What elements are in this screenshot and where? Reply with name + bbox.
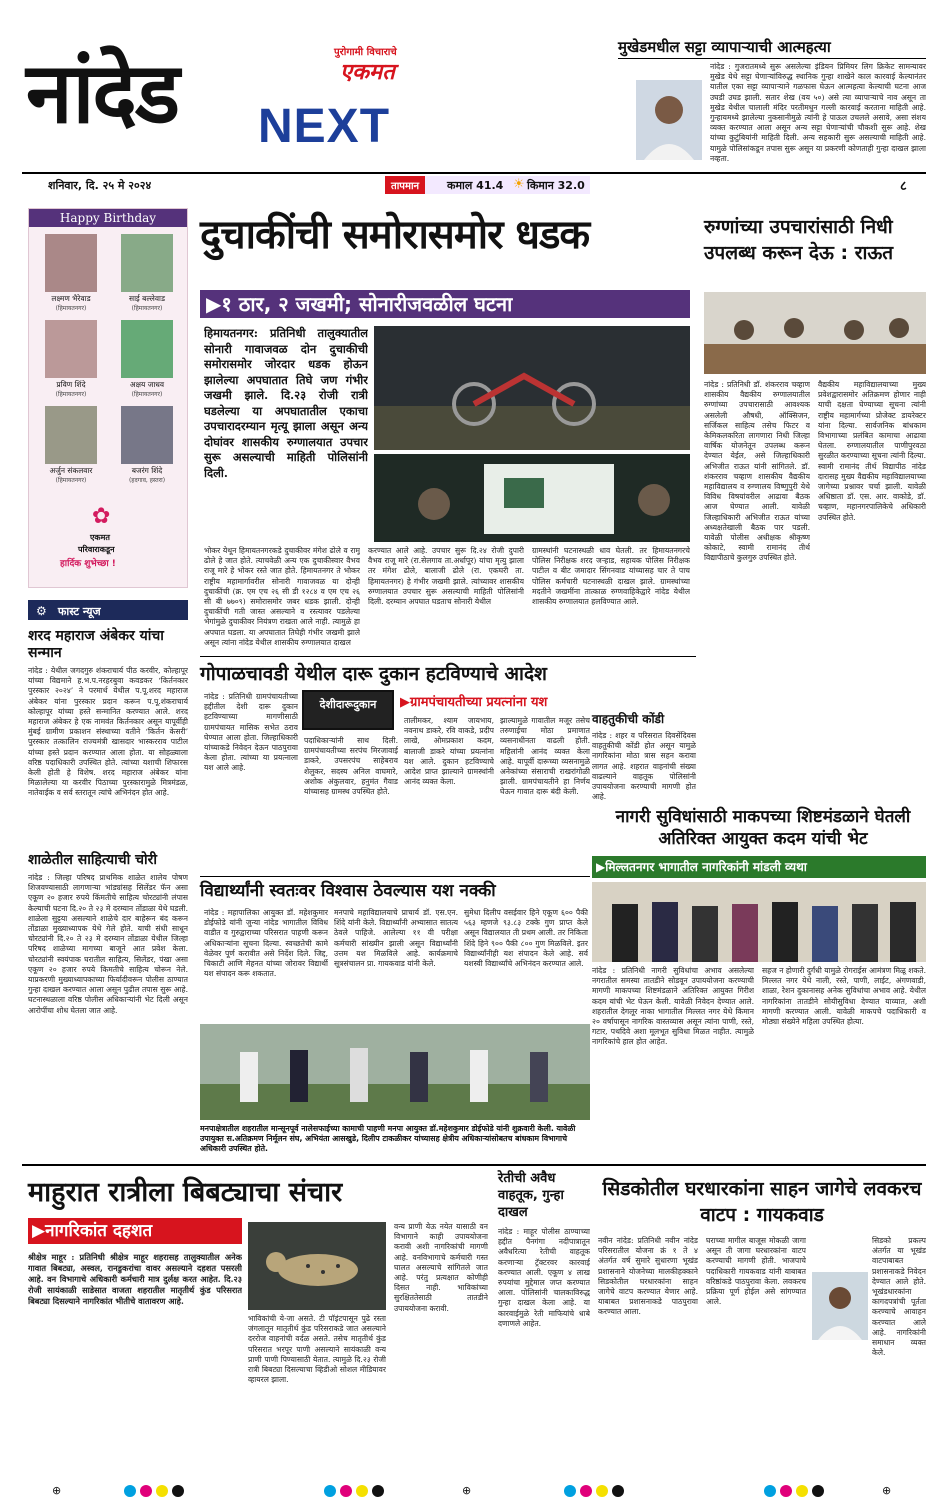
yellow-swatch <box>356 1485 368 1497</box>
yellow-swatch <box>156 1485 168 1497</box>
liquor-col3: तालीमकर, श्याम जायभाय, नवनाथ डाकरे, रवि वाकडे, प्रदीप लाखे, ओमप्रकाश कदम, बालाजी डाकरे यांच्या प्रयत्नांना यश आले. दुकान हटविण्याचे आदेश प्राप्त झाल्याने ग्रामस्थांनी आनंद व्यक्त केला. <box>404 716 494 787</box>
accident-photo-bikes <box>374 326 690 450</box>
fast-news-title: फास्ट न्यूज <box>57 605 101 618</box>
fast-news-body: नांदेड : जिल्हा परिषद प्राथमिक शाळेत शालेय पोषण शिजवण्यासाठी लागणाऱ्या भांड्यांसह सिलेंडर फॅन असा एकूण २० हजार रुपये किंमतीचे साहित्य चोरट्यांनी लंपास केल्याची घटना दि.२० ते २३ मे दरम्यान तोंडाळा येथे घडली. शाळेला सुट्टया असल्याने शाळेचे दार बाहेरून बंद करून तोंडाळा मुख्याध्यापक येथे गेले होते. याची संधी साधून चोरट्यांनी दि.२० ते २३ मे दरम्यान तोंडाळा येथील जिल्हा परिषद शाळेच्या मागच्या बाजूने आत प्रवेश केला. चोरट्यांनी स्वयंपाक घरातील साहित्य, सिलेंडर, पंखा असा एकूण २० हजार रुपये किमतीचे साहित्य चोरून नेले. याप्रकरणी मुख्याध्यापकाच्या फिर्यादीवरून पोलीस ठाण्यात गुन्हा दाखल करण्यात आला असून पुढील तपास सुरू आहे. घटनास्थळाला वरिष्ठ पोलीस अधिकाऱ्यांनी भेट दिली असून आरोपींचा शोध घेतला जात आहे. <box>28 873 188 1015</box>
birthday-footer-brand: एकमत <box>90 533 110 542</box>
main-col3: ग्रामस्थांनी घटनास्थळी धाव घेतली. तर हिमायतनगरचे पोलिस निरीक्षक शरद जऱ्हाड, सहायक पोलिस निरीक्षक पाटील व बीट जमादार सिंगनवाड यांच्यासह चार ते पाच पोलिस कर्मचारी घटनास्थळी दाखल झाले. ग्रामस्थांच्या मदतीने जखमींना तात्काळ रुग्णवाहिकेद्वारे नांदेड येथील शासकीय रुग्णालयात हलविण्यात आले. <box>532 546 690 607</box>
cyan-swatch <box>764 1485 776 1497</box>
fast-news-headline: शाळेतील साहित्याची चोरी <box>28 852 157 868</box>
leopard-lead: श्रीक्षेत्र माहूर : प्रतिनिधी श्रीक्षेत्र माहूर शहरासह तालुक्यातील अनेक गावात बिबट्या, अस्वल, रानडुकरांचा वावर असल्याने दहशत पसरली आहे. वन विभागाचे अधिकारी कर्मचारी मात्र दुर्लक्ष करत आहेत. दि.२३ रोजी सायंकाळी साडेसात वाजता शहरातील मातृतीर्थ कुंड परिसरात बिबट्या दिसल्याने नागरिकांत भीतीचे वातावरण आहे. <box>28 1252 242 1306</box>
top-story-body: नांदेड : गुजरातमध्ये सुरू असलेल्या इंडियन प्रिमियर लिग क्रिकेट सामन्यावर मुखेड येथे सट्टा घेणाऱ्यांविरुद्ध स्थानिक गुन्हा शाखेने काल कारवाई केल्यानंतर यातील एका सट्टा व्यापाऱ्याने गळफास घेऊन आत्महत्या केल्याची घटना आज उघडी उघड झाली. सतार शेख (वय ५०) असे त्या व्यापाऱ्याचे नाव असून ता मुखेड येथील चालाली मंदिर परतीमधुन गल्ली कारवाई करताना माहिती आहे. गुन्हायमध्ये झालेल्या नुकसानीमुळे त्यांनी हे पाऊल उचलले असावे, असा संशय व्यक्त करण्यात आला असून अन्य सट्टा घेणाऱ्यांची चौकशी सुरू आहे. शेख यांच्या कुटुंबियांनी माहिती दिली. अन्य सहकारी सुरू असल्याची माहिती आहे. यामुळे पोलिसांकडून तपास सुरू असून या प्रकरणी कोणताही गुन्हा दाखल झाला नव्हता. <box>710 62 926 163</box>
raut-meeting-photo <box>704 292 926 374</box>
cidco-col1: नवीन नांदेड: प्रतिनिधी नवीन नांदेड परिसरातील योजना क्रं १ ते ४ अंतर्गत वर्ष सुमारे सुधारणा भूखंड प्रशासनाने योजनेच्या मालकीहक्काने सिडकोतील घरधारकांना साहन जागेचे वाटप करण्यात येणार आहे. याबाबत प्रशासनाकडे पाठपुरावा करण्यात आला. <box>598 1236 698 1317</box>
cyan-swatch <box>124 1485 136 1497</box>
fast-news-body: नांदेड : येथील जगदगुरु शंकराचार्य पीठ करवीर, कोल्हापूर यांच्या विद्यमाने ह.भ.प.नरहरबुवा कवडकर ‘किर्तनकार पुरस्कार २०२४’ ने परमार्थ येथील प.पू.शरद महाराज अंबेकर यांना पुरस्कार प्रदान करून प.पू.शंकराचार्य कोल्हापूर यांच्या हस्ते सन्मानित करण्यात आले. शरद महाराज अंबेकर हे एक नामवंत किर्तनकार असून यापूर्वीही मुंबई ग्रामीण प्रकाशन संस्थाच्या वतीने ‘किर्तन केसरी’ पुरस्कार तत्कालिन राज्यमंत्री खासदार भास्करराव पाटील यांच्या हस्ते प्रदान करण्यात आला होता. या सोहळ्याला वरिष्ठ पदाधिकारी उपस्थित होते. त्यांच्या यशाची शिफारस केली होती हे विशेष. शरद महाराज अंबेकर यांना मिळालेल्या या करवीर पिठाच्या पुरस्कारामुळे मित्रमंडळ, नातेवाईक व सर्व स्तरातून त्यांचे अभिनंदन होत आहे. <box>28 666 188 798</box>
section-rule <box>200 876 590 877</box>
leopard-photo <box>248 1222 386 1310</box>
birthday-place: (हिमायतनगर) <box>55 305 87 312</box>
delegation-subhead: ▶मिल्लतनगर भागातील नागरिकांनी मांडली व्यथा <box>592 856 926 878</box>
leopard-col2: वन्य प्राणी येऊ नयेत यासाठी वन विभागाने काही उपाययोजना करावी अशी नागरिकांची मागणी आहे. वनविभागाचे कर्मचारी गस्त घालत असल्याचे सांगितले जात आहे. परंतु प्रत्यक्षात कोणीही दिसत नाही. भाविकांच्या सुरक्षिततेसाठी तातडीने उपाययोजना करावी. <box>394 1222 488 1313</box>
liquor-shop-photo <box>302 690 394 730</box>
delegation-col2: सहज न होणारी दुर्गंधी यामुळे रोगराईस आमंत्रण मिळू शकते. मिल्लत नगर येथे नाली, रस्ते, पाणी, लाईट, अंगणवाडी, शाळा, रेशन दुकानासह अनेक सुविधांचा अभाव आहे. येथील नागरिकांना तातडीने सोयीसुविधा देण्यात याव्यात, अशी मागणी करण्यात आली. यावेळी माकपचे पदाधिकारी व मोठ्या संख्येने महिला उपस्थित होत्या. <box>762 966 926 1027</box>
cidco-col3: सिडको प्रकल्प अंतर्गत या भूखंड वाटपाबाबत प्रशासनाकडे निवेदन देण्यात आले होते. भूखंडधारकांना कागदपत्रांची पूर्तता करण्याचे आवाहन करण्यात आले आहे. नागरिकांनी समाधान व्यक्त केले. <box>872 1236 926 1358</box>
success-col1: नांदेड : महापालिका आयुक्त डॉ. महेशकुमार डोईफोडे यांनी जुन्या नांदेड भागातील विविध वाडीत व गुरुद्वाराच्या परिसरात पाहणी करून अधिकाऱ्यांना सूचना दिल्या. स्वच्छतेची कामे वेळेवर पूर्ण करावीत असे निर्देश दिले. जिद्द, चिकाटी आणि मेहनत यांच्या जोरावर विद्यार्थी यश संपादन करू शकतात. <box>204 908 328 979</box>
leopard-icon <box>248 1222 386 1310</box>
birthday-name: अर्जुन संकलवार <box>49 466 93 475</box>
liquor-shop-sign: देशीदारूदुकान <box>319 698 377 711</box>
magenta-swatch <box>780 1485 792 1497</box>
delegation-headline: नागरी सुविधांसाठी माकपच्या शिष्टमंडळाने घेतली अतिरिक्त आयुक्त कदम यांची भेट <box>598 806 928 850</box>
leopard-col1: भाविकांची ये-जा असते. टी पॉइंटपासून पुढे रस्ता जंगलातून मातृतीर्थ कुंड परिसराकडे जात असल्याने दररोज वाहनांची वर्दळ असते. तसेच मातृतीर्थ कुंड परिसरात भरपूर पाणी असल्याने सायंकाळी वन्य प्राणी पाणी पिण्यासाठी येतात. त्यामुळे दि.२३ रोजी रात्री बिबट्या दिसल्याचा व्हिडीओ सोशल मीडियावर व्हायरल झाला. <box>248 1314 386 1385</box>
main-col2: करण्यात आले आहे. उपचार सुरू दि.२४ रोजी दुपारी वैभव राजू मारे (रा.सेलगाव ता.अर्धापूर) यांचा मृत्यु झाला तर मंगेश ढोले, बालाजी ढोले (रा. एकघरी ता. हिमायतनगर) हे गंभीर जखमी झाले. त्यांच्यावर शासकीय रुग्णालयात उपचार सुरू असल्याची माहिती पोलिसांनी दिली. दरम्यान अपघात घडताच सोनारी येथील <box>368 546 524 607</box>
cidco-col2: घराच्या मागील बाजूस मोकळी जागा असून ती जागा घरधारकांना वाटप करण्याची मागणी होती. भाजपाचे पदाधिकारी गायकवाड यांनी याबाबत वरिष्ठांकडे पाठपुरावा केला. लवकरच प्रक्रिया पूर्ण होईल असे सांगण्यात आले. <box>706 1236 806 1307</box>
magenta-swatch <box>580 1485 592 1497</box>
delegation-photo <box>592 882 926 962</box>
birthday-name: साई बल्लेवाड <box>129 294 165 303</box>
birthday-name: प्रविण शिंदे <box>56 380 86 389</box>
birthday-photo <box>45 320 97 378</box>
birthday-photo <box>121 234 173 292</box>
birthday-place: (हिमायतनगर) <box>131 305 163 312</box>
page-number: ८ <box>900 179 907 194</box>
cidco-headline: सिडकोतील घरधारकांना साहन जागेचे लवकरच वाटप : गायकवाड <box>602 1178 922 1226</box>
top-story-headline: मुखेडमधील सट्टा व्यापाऱ्याची आत्महत्या <box>618 38 831 56</box>
raut-col2: वैद्यकीय महाविद्यालयाच्या मुख्य प्रवेशद्वारासमोर अतिक्रमण होणार नाही याची दक्षता घेण्याच्या सूचना त्यांनी राष्ट्रीय महामार्गच्या प्रोजेक्ट डायरेक्टर यांना दिल्या. सार्वजनिक बांधकाम विभागाच्या प्रलंबित कामाचा आढावा घेतला. रुग्णालयातील पाणीपुरवठा सुरळीत करण्याच्या सूचना त्यांनी दिल्या. स्वामी रामानंद तीर्थ विद्यापीठ नांदेड दारासह मुख्य वैद्यकीय महाविद्यालयाच्या जागेच्या प्रश्नावर चर्चा झाली. यावेळी अधिष्ठाता डॉ. एस. आर. वाकोडे, डॉ. चव्हाण, महानगरपालिकेचे अधिकारी उपस्थित होते. <box>818 380 926 522</box>
birthday-person <box>112 320 182 398</box>
liquor-headline: गोपाळचावडी येथील दारू दुकान हटविण्याचे आदेश <box>200 663 547 685</box>
main-lead: हिमायतनगर: प्रतिनिधी तालुक्यातील सोनारी गावाजवळ दोन दुचाकीची समोरासमोर जोरदार धडक होऊन झालेल्या अपघातात तिघे जण गंभीर जखमी झाले. दि.२३ रोजी रात्री घडलेल्या या अपघातातील एकाचा उपचारादरम्यान मृत्यू झाला असून अन्य दोघांवर शासकीय रुग्णालयात उपचार सुरू असल्याची माहिती पोलिसांनी दिली. <box>204 326 368 480</box>
weather-strip <box>385 176 590 194</box>
birthday-person <box>36 320 106 398</box>
top-story-rule <box>618 58 926 59</box>
meeting-room-icon <box>704 292 926 374</box>
birthday-photo <box>121 406 173 464</box>
birthday-name: बजरंग शिंदे <box>131 466 163 475</box>
birthday-grid <box>36 234 182 484</box>
birthday-place: (हिमायतनगर) <box>55 477 87 484</box>
birthday-title: Happy Birthday <box>29 209 187 227</box>
liquor-col4: झाल्यामुळे गावातील मजूर तसेच तरुणाईचा मोठा प्रमाणात व्यसनाधीनता वाढली होती. महिलांनी आनंद व्यक्त केला आहे. यापूर्वी दारूच्या व्यसनामुळे अनेकांच्या संसाराची राखरांगोळी झाली. ग्रामपंचायतीने हा निर्णय घेऊन गावात दारू बंदी केली. <box>500 716 590 797</box>
person-portrait-icon <box>812 1272 868 1340</box>
sand-box <box>498 1170 590 1472</box>
cidco-photo <box>812 1272 868 1340</box>
weather-label: तापमान <box>385 176 425 194</box>
masthead-divider <box>22 172 926 174</box>
cyan-swatch <box>564 1485 576 1497</box>
top-story <box>606 38 926 168</box>
magenta-swatch <box>140 1485 152 1497</box>
magenta-swatch <box>340 1485 352 1497</box>
birthday-place: (हिमायतनगर) <box>55 391 87 398</box>
black-swatch <box>612 1485 624 1497</box>
sun-icon: ☀ <box>513 177 525 192</box>
damaged-motorbike-icon <box>374 326 690 450</box>
birthday-person <box>112 234 182 312</box>
birthday-footer-line2: हार्दिक शुभेच्छा ! <box>60 559 116 569</box>
inspection-caption: मनपाक्षेत्रातील शहरातील मान्सूनपूर्व नालेसफाईच्या कामाची पाहणी मनपा आयुक्त डॉ.महेशकुमार डोईफोडे यांनी शुक्रवारी केली. यावेळी उपायुक्त स.अतिक्रमण निर्मूलन संघ, अभियंता आसखुडे, दिलीप टाकळीकर यांच्यासह क्षेत्रीय अधिकाऱ्यांसोबतच बांधकाम विभागाचे अधिकारी उपस्थित होते. <box>200 1124 576 1153</box>
masthead <box>22 36 587 168</box>
masthead-brand: एकमत <box>340 60 395 85</box>
sand-body: नांदेड : माहूर पोलीस ठाण्याच्या हद्दीत पैनगंगा नदीपात्रातून अवैधरित्या रेतीची वाहतूक करणाऱ्या ट्रॅक्टरवर कारवाई करण्यात आली. एकूण ४ लाख रुपयांचा मुद्देमाल जप्त करण्यात आला. पोलिसांनी चालकाविरुद्ध गुन्हा दाखल केला आहे. या कारवाईमुळे रेती माफियांचे धाबे दणाणले आहेत. <box>498 1227 590 1328</box>
section-rule <box>22 1164 926 1166</box>
max-temp: कमाल 41.4 <box>447 179 504 192</box>
birthday-person <box>36 406 106 484</box>
birthday-photo <box>45 406 97 464</box>
registration-mark-icon: ⊕ <box>882 1484 892 1497</box>
yellow-swatch <box>796 1485 808 1497</box>
fast-news-label <box>28 600 188 620</box>
sand-headline: रेतीची अवैध वाहतूक, गुन्हा दाखल <box>498 1171 564 1220</box>
black-swatch <box>172 1485 184 1497</box>
leopard-subhead: ▶नागरिकांत दहशत <box>28 1218 242 1244</box>
success-headline: विद्यार्थ्यांनी स्वतःवर विश्वास ठेवल्यास यश नक्की <box>200 881 496 901</box>
traffic-body: नांदेड : शहर व परिसरात दिवसेंदिवस वाहतुकीची कोंडी होत असून यामुळे नागरिकांना मोठा त्रास सहन करावा लागत आहे. शहरात वाहनांची संख्या वाढल्याने वाहतूक पोलिसांनी उपाययोजना करण्याची मागणी होत आहे. <box>592 731 696 802</box>
registration-mark-icon: ⊕ <box>52 1484 62 1497</box>
inspection-photo <box>200 1024 590 1120</box>
flower-icon: ✿ <box>92 504 111 529</box>
ambulance-icon <box>374 454 690 542</box>
registration-mark-icon: ⊕ <box>462 1484 472 1497</box>
black-swatch <box>812 1485 824 1497</box>
accident-photo-ambulance <box>374 454 690 542</box>
birthday-photo <box>45 234 97 292</box>
traffic-headline: वाहतुकीची कोंडी <box>592 712 665 726</box>
fast-news-item <box>28 628 188 848</box>
gear-icon: ⚙ <box>36 604 47 618</box>
masthead-next-logo: NEXT <box>258 100 391 153</box>
date-line: शनिवार, दि. २५ मे २०२४ <box>48 179 152 192</box>
raut-headline: रुग्णांच्या उपचारांसाठी निधी उपलब्ध करून देऊ : राऊत <box>704 216 894 264</box>
group-people-icon <box>592 882 926 962</box>
black-swatch <box>372 1485 384 1497</box>
cyan-swatch <box>324 1485 336 1497</box>
leopard-headline: माहुरात रात्रीला बिबट्याचा संचार <box>28 1177 343 1208</box>
birthday-photo <box>121 320 173 378</box>
success-col2: मनपाचे महाविद्यालयाचे प्राचार्य डॉ. एस.एन. शिंदे यांनी केले. विद्यार्थ्यांनी अभ्यासात सातत्य ठेवले पाहिजे. आलेल्या ११ वी परीक्षा कर्मचारी सांख्यीन झाली असून विद्यार्थ्यांनी उत्तम यश मिळविले आहे. कार्यक्रमाचे सूत्रसंचालन प्रा. गायकवाड यांनी केले. <box>334 908 458 969</box>
print-registration-bar <box>22 1484 926 1498</box>
delegation-col1: नांदेड : प्रतिनिधी नागरी सुविधांचा अभाव असलेल्या नगरातील समस्या तातडीने सोडवून उपाययोजना करण्याची मागणी माकपच्या शिष्टमंडळाने अतिरिक्त आयुक्त गिरीश कदम यांची भेट घेऊन केली. यावेळी निवेदन देण्यात आले. शहरातील देगलूर नाका भागातील मिल्लत नगर येथे किमान २० वर्षापासून नागरिक वास्तव्यास असून त्यांना पाणी, रस्ते, गटार, पथदिवे अशा मूलभूत सुविधा मिळत नाहीत. त्यामुळे नागरिकांचे हाल होत आहेत. <box>592 966 754 1047</box>
min-temp: किमान 32.0 <box>527 179 585 192</box>
success-col3: सुमेधा दिलीप वसईवार हिने एकूण ६०० पैकी ५६३ म्हणजे ९३.८३ टक्के गुण प्राप्त केले असून विद्यालयात ती प्रथम आली. तर निकिता शिंदे हिने ९०० पैकी ८०० गुण मिळविले. इतर विद्यार्थ्यांनीही यश संपादन केले आहे. सर्व यशस्वी विद्यार्थ्यांचे अभिनंदन करण्यात आले. <box>464 908 588 969</box>
section-rule <box>200 656 696 657</box>
birthday-name: अक्षय जाधव <box>129 380 165 389</box>
liquor-col1: नांदेड : प्रतिनिधी ग्रामपंचायतीच्या हद्दीतील देशी दारू दुकान हटविण्याच्या मागणीसाठी ग्रामपंचायत मासिक सभेत ठराव घेण्यात आला होता. जिल्हाधिकारी यांच्याकडे निवेदन देऊन पाठपुरावा केला होता. त्यांच्या या प्रयत्नाला यश आले आहे. <box>204 692 298 773</box>
officials-inspection-icon <box>200 1024 590 1120</box>
masthead-title: नांदेड <box>26 44 178 142</box>
yellow-swatch <box>596 1485 608 1497</box>
main-col1: भोकर येथून हिमायतनगरकडे दुचाकीवर मंगेश ढोले व रामू ढोले हे जात होते. त्याचवेळी अन्य एक दुचाकीस्वार वैभव राजू मारे हे भोकर रस्ते जात होते. हिमायतनगर ते भोकर राष्ट्रीय महामार्गावरील सोनारी गावाजवळ या दोन्ही दुचाकींची (क्र. एम एच २६ सी डी १२८४ व एम एच २६ सी बी ७७०९) समोरासमोर जबर धडक झाली. दोन्ही दुचाकींची गती जास्त असल्याने व रस्त्यावर पडलेल्या भेगांमुळे दुचाकीवर नियंत्रण राखता आले नाही. त्यामुळे हा अपघात घडला. या अपघातात तिघेही गंभीर जखमी झाले असून त्यांना नांदेड येथील शासकीय रुग्णालयात दाखल <box>204 546 360 647</box>
main-headline: दुचाकींची समोरासमोर धडक <box>200 212 590 258</box>
birthday-footer-line1: परिवाराकडून <box>78 545 115 554</box>
birthday-place: (हदगाव, हस्तरा) <box>128 477 166 484</box>
liquor-subhead: ▶ग्रामपंचायतीच्या प्रयत्नांना यश <box>400 695 548 710</box>
birthday-person <box>112 406 182 484</box>
birthday-place: (हिमायतनगर) <box>131 391 163 398</box>
liquor-col2: पदाधिकाऱ्यांनी साथ दिली. ग्रामपंचायतीच्या सरपंच मिरजावाई डाकरे, उपसरपंच साहेबराव शेलुकर, सदस्य अनिल वाघमारे, अशोक अंकुलवार, हनुमंत गैवाड यांच्यासह ग्रामस्थ उपस्थित होते. <box>304 736 398 797</box>
birthday-person <box>36 234 106 312</box>
birthday-name: लक्ष्मण भैरेवाड <box>51 294 91 303</box>
raut-col1: नांदेड : प्रतिनिधी डॉ. शंकरराव चव्हाण शासकीय वैद्यकीय रुग्णालयातील रुग्णांच्या उपचारासाठी आवश्यक असलेली औषधी, ऑक्सिजन, सर्जिकल साहित्य तसेच फिटर व केमिकलकरिता लागणारा निधी जिल्हा वार्षिक योजनेतून उपलब्ध करून देण्यात येईल, असे जिल्हाधिकारी अभिजीत राऊत यांनी सांगितले. डॉ. शंकरराव चव्हाण शासकीय वैद्यकीय महाविद्यालय व रुग्णालय विष्णुपुरी येथे विविध विषयांवरील आढावा बैठक आज घेण्यात आली. यावेळी जिल्हाधिकारी अभिजीत राऊत यांच्या अध्यक्षतेखाली बैठक पार पडली. यावेळी पोलीस अधीक्षक श्रीकृष्ण कोकाटे, स्वामी रामानंद तीर्थ विद्यापीठाचे कुलगुरु उपस्थित होते. <box>704 380 810 563</box>
fast-news-headline: शरद महाराज अंबेकर यांचा सन्मान <box>28 628 164 661</box>
main-subhead: ▶१ ठार, २ जखमी; सोनारीजवळील घटना <box>200 290 690 318</box>
masthead-tagline: पुरोगामी विचाराचे <box>334 47 397 58</box>
